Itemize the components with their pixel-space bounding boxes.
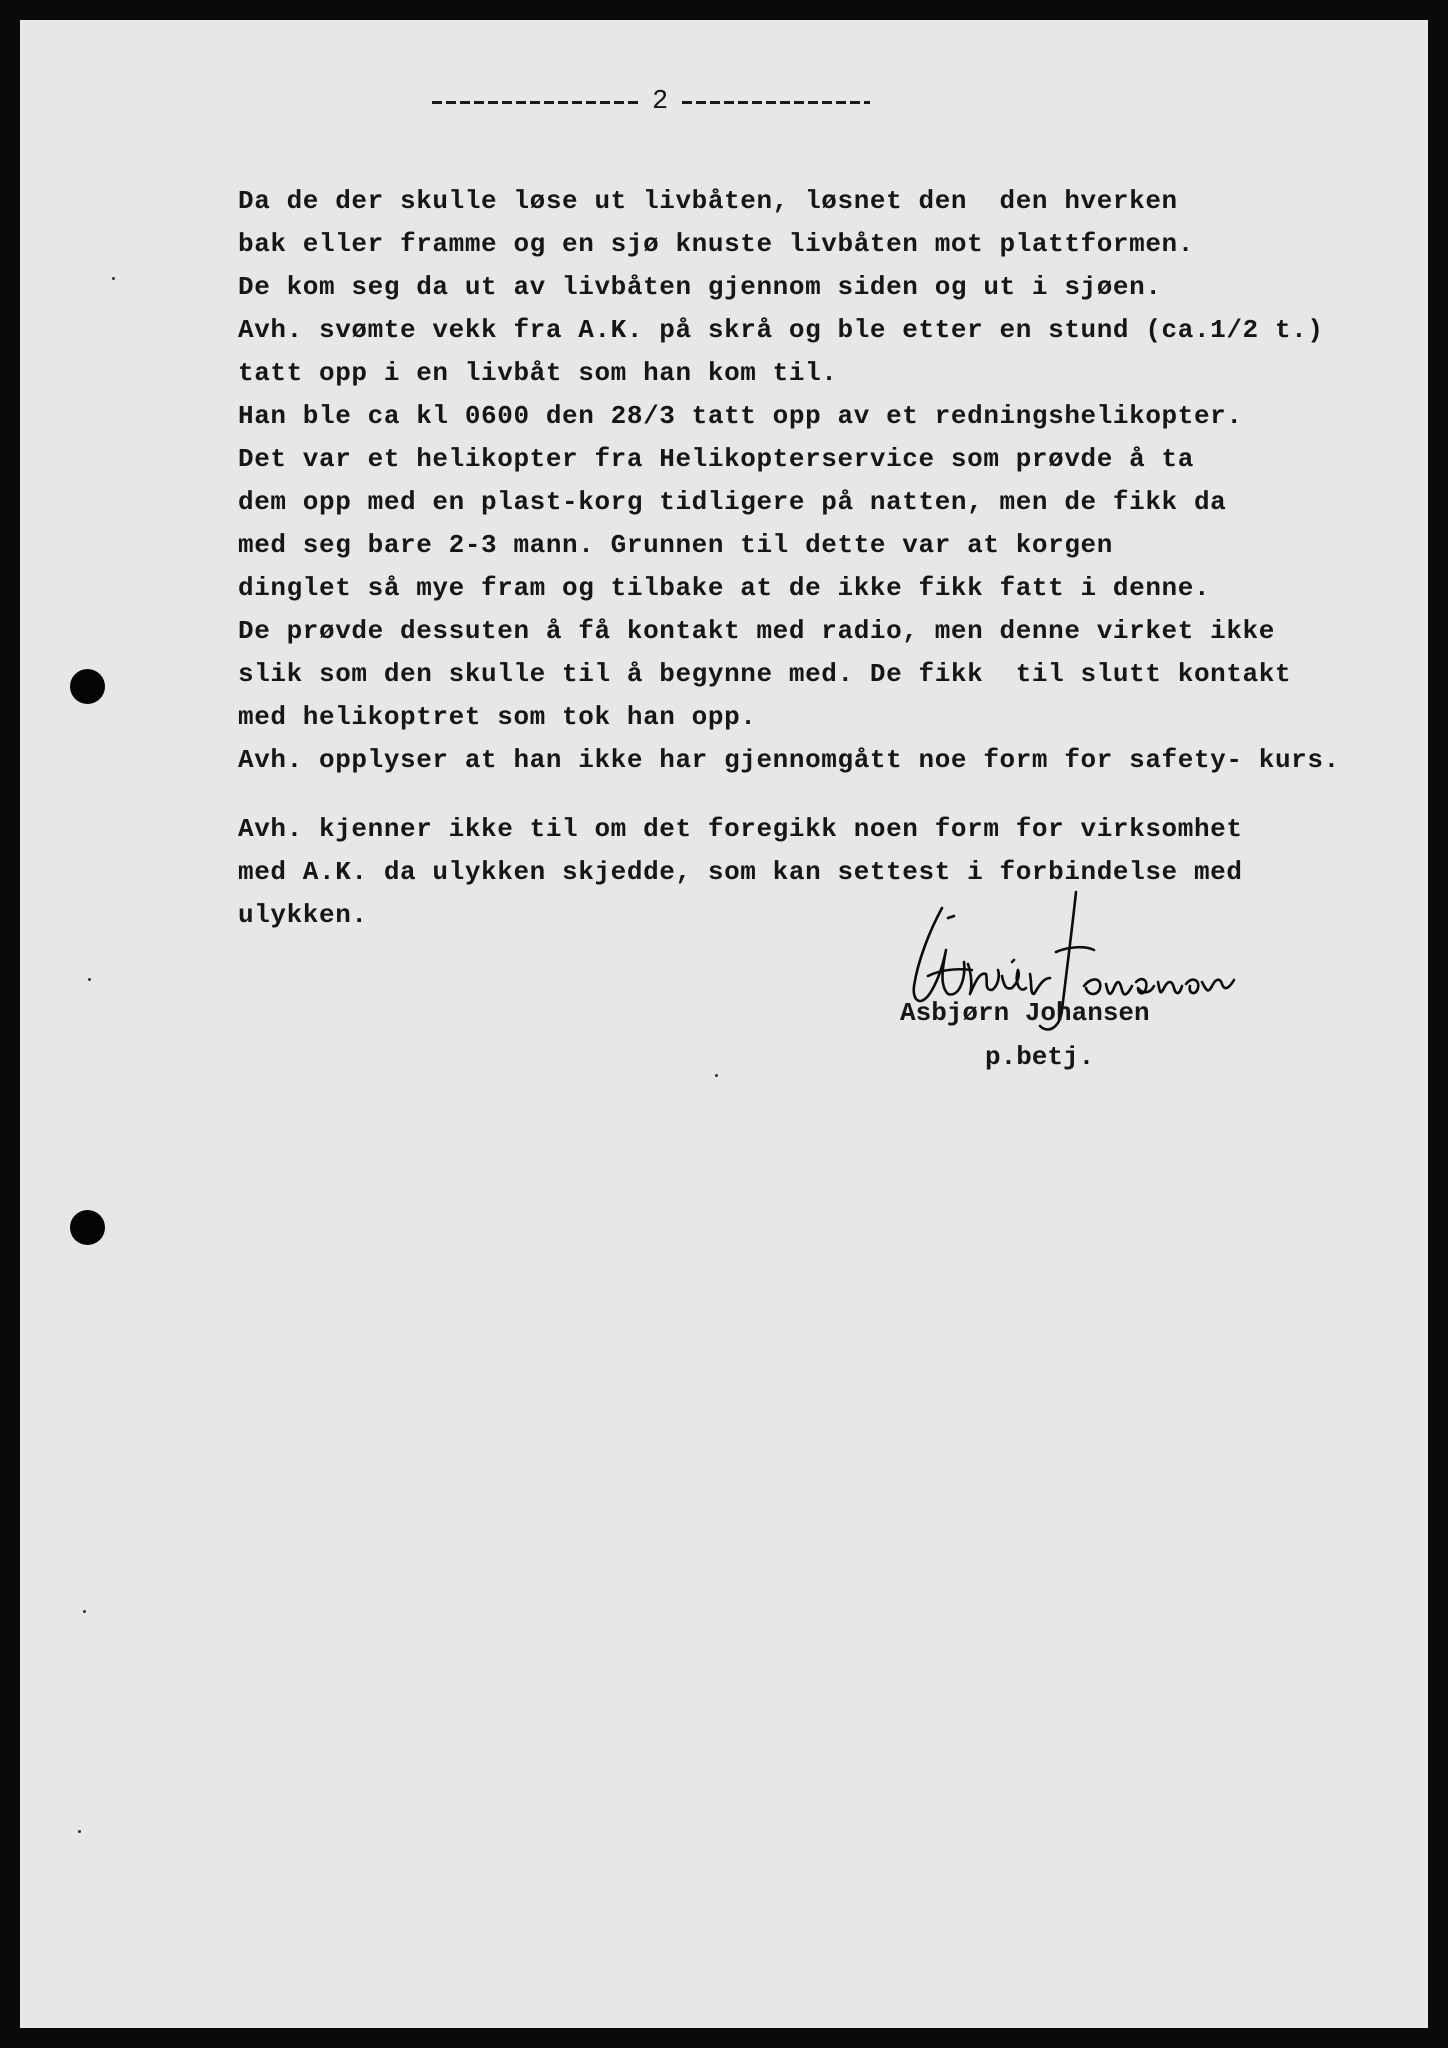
paper-speck [83, 1610, 86, 1613]
text-line: Avh. opplyser at han ikke har gjennomgått noe form for safety- kurs. [238, 745, 1340, 775]
signatory-name: Asbjørn Johansen [900, 998, 1150, 1028]
text-line: Det var et helikopter fra Helikopterservice som prøvde å ta [238, 444, 1194, 474]
paper-speck [78, 1830, 81, 1833]
paper-speck [88, 978, 91, 981]
paper-speck [715, 1074, 718, 1077]
signatory-title: p.betj. [985, 1042, 1095, 1072]
text-line: De kom seg da ut av livbåten gjennom siden og ut i sjøen. [238, 272, 1162, 302]
text-line: med seg bare 2-3 mann. Grunnen til dette var at korgen [238, 530, 1113, 560]
punch-hole-upper [70, 669, 105, 704]
header-dash-right [682, 101, 870, 104]
text-line: De prøvde dessuten å få kontakt med radio, men denne virket ikke [238, 616, 1275, 646]
text-line: Han ble ca kl 0600 den 28/3 tatt opp av et redningshelikopter. [238, 401, 1243, 431]
page-number: 2 [652, 87, 669, 117]
text-line: Avh. kjenner ikke til om det foregikk noen form for virksomhet [238, 814, 1243, 844]
header-dash-left [432, 101, 638, 104]
punch-hole-lower [70, 1210, 105, 1245]
text-line: Avh. svømte vekk fra A.K. på skrå og ble etter en stund (ca.1/2 t.) [238, 315, 1324, 345]
text-line: dem opp med en plast-korg tidligere på natten, men de fikk da [238, 487, 1227, 517]
text-line: bak eller framme og en sjø knuste livbåten mot plattformen. [238, 229, 1194, 259]
text-line: dinglet så mye fram og tilbake at de ikke fikk fatt i denne. [238, 573, 1211, 603]
text-line: med helikoptret som tok han opp. [238, 702, 757, 732]
text-line: med A.K. da ulykken skjedde, som kan settest i forbindelse med [238, 857, 1243, 887]
text-line: Da de der skulle løse ut livbåten, løsnet den den hverken [238, 186, 1178, 216]
text-line: tatt opp i en livbåt som han kom til. [238, 358, 838, 388]
document-page [20, 20, 1428, 2028]
text-line: ulykken. [238, 900, 368, 930]
page-number-header [432, 82, 870, 122]
text-line: slik som den skulle til å begynne med. De fikk til slutt kontakt [238, 659, 1292, 689]
paper-speck [112, 277, 115, 280]
